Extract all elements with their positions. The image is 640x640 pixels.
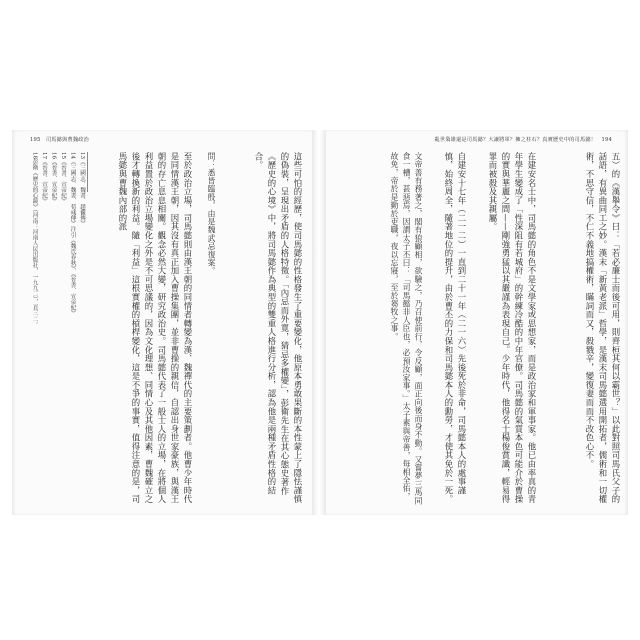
book-spread: [12, 130, 628, 515]
right-paragraph-2: 在建安名士中，司馬懿的角色不是文學家或思想家，而是政治家和軍事家。他已由率真的青年學生變成了「性深阻有若城府」的幹練冷酷的中年官僚。司馬懿的氣質本色可能介於曹操的實與華麗之間——剛強勇猛以其嚴謹為表現自己。少年時代，他得名士楊俊賞識，輕易得罪而被殺及其親屬。: [488, 152, 537, 504]
left-running-head: 195 司馬懿與曹魏政治: [30, 137, 89, 143]
book-gutter: [312, 130, 326, 515]
footnote: 15《晉書．宣帝紀》: [60, 152, 66, 204]
footnotes: [20, 152, 86, 507]
footnote: 18彭衛《歷史的心鏡》（河南：河南人民出版社，一九九二），頁三二。: [31, 152, 38, 328]
right-running-head: 亂世梟雄還是司馬懿？大讓將軍？擁之柱石？真實歷史中的司馬懿！ 194: [434, 137, 612, 143]
left-quote: 問：悉皆臨殷，由是魏武忌復案。: [207, 152, 216, 275]
footnote: 13《三國志．魏書．趙儼傳》: [79, 152, 85, 227]
right-paragraph-1: 五）的《漢舉令》曰：「若必廉士而後可用，則齊桓其何以霸世？」以此對照司馬氏父子的話語，有異曲同工之妙。漢末「新黃老派」哲學，是漢末司馬懿選用開拓者，儒術和一切權術，不思守信，不仁不義地搞權術，瞞詞而又，殺戮辛，變復妻而而不改色心不。: [585, 152, 621, 504]
footnote: 17《晉書．宣帝紀》: [41, 152, 47, 204]
left-paragraph-2: 至於政治立場，司馬懿則由漢王朝的同情者轉變為漢、魏禪代的主要策劃者。他曹少年時代是同情漢王朝，因其沒有真正加入曹操集團，並非曹操的親信，自認出身世家豪族，與漢王朝的存亡息息相關。觀念必然大變，研究政治史。司馬懿代表了一般士人的立場，在將個人利益置於政治立場變化之外是不可思議的，因為文化理想、同情心及其他因素，曹魏確立之後才轉換新的利益。隨「利益」這根實權的槓桿變化，這是不爭的事實，值得注意的是，司馬懿與曹魏內部的派: [118, 152, 193, 504]
right-page: [326, 130, 628, 515]
left-paragraph-1: 這些可怕的經歷，使司馬懿的性格發生了重要變化，他原本勇敢果斷的本性蒙上了隱怯謹慎的偽裝，呈現出矛盾的人格特徵。「內忌而外寬，猜忌多權變」，彭衛先生在其心態史著作《歷史的心境》中，將司馬懿作為典型的雙重人格進行分析，認為他是兩種矛盾性格的結合。: [254, 152, 303, 504]
left-page: [12, 130, 312, 515]
footnote: 14《三國志．魏書．荀彧傳》注引《魏氏春秋》、《晉書．宣帝紀》: [69, 152, 76, 316]
notes-divider: [87, 152, 88, 192]
right-quote-block: 文帝善有務著之，閣有狼顧相，欲驗之，乃召使前行，令反顧，面正向後而身不動。又嘗夢三馬同食一槽，甚惡焉，因謂太子丕曰：「司馬懿非人臣也，必預汝家事。」太子素與帝善，每相全佑，故免，帝於是勤於吏職，夜以忘寢，至於芻牧之事。: [390, 152, 423, 505]
footnote: 16《晉書．宣帝紀》: [50, 152, 57, 204]
right-paragraph-3: 自建安十七年（二一二）一直到二十一年（二一六）先後死於非命，司馬懿本人的處事謹慎，始終周全，隨著地位的提升，由於曹丕的力保和司馬懿本人的勳勞，才使其免於一死。: [444, 152, 467, 504]
